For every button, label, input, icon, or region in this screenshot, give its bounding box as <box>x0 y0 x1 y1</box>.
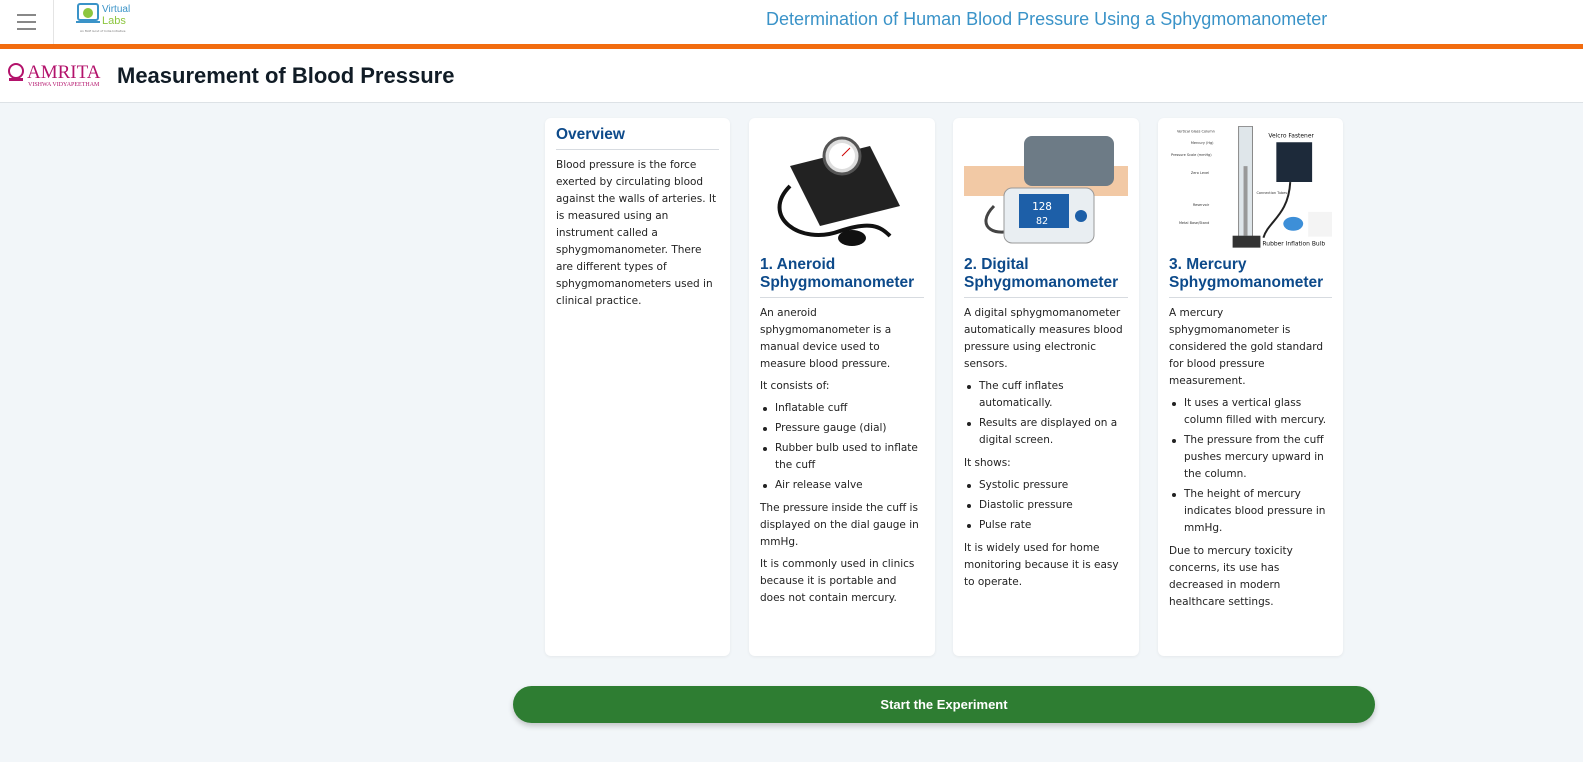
aneroid-p2: The pressure inside the cuff is displayed on the dial gauge in mmHg. <box>760 502 919 548</box>
overview-card <box>545 118 730 656</box>
aneroid-card <box>749 118 935 656</box>
digital-heading: 2. Digital Sphygmomanometer <box>964 256 1128 298</box>
svg-text:Vertical Glass Column: Vertical Glass Column <box>1176 129 1215 134</box>
start-experiment-button[interactable]: Start the Experiment <box>513 686 1375 723</box>
mercury-p2: Due to mercury toxicity concerns, its use has decreased in modern healthcare settings. <box>1169 545 1293 608</box>
aneroid-p3: It is commonly used in clinics because it is portable and does not contain mercury. <box>760 558 915 604</box>
svg-text:Metal Base/Stand: Metal Base/Stand <box>1178 220 1210 225</box>
title-bar: AMRITA VISHWA VIDYAPEETHAM Measurement of Blood Pressure <box>0 49 1583 103</box>
aneroid-heading: 1. Aneroid Sphygmomanometer <box>760 256 924 298</box>
list-item: Rubber bulb used to inflate the cuff <box>760 440 924 474</box>
mercury-intro: A mercury sphygmomanometer is considered the gold standard for blood pressure measurement. <box>1169 307 1324 387</box>
digital-shows-list <box>964 477 1128 534</box>
overview-heading: Overview <box>556 126 719 150</box>
list-item: Air release valve <box>760 477 924 494</box>
digital-sphygmomanometer-image <box>964 126 1128 248</box>
list-item: Results are displayed on a digital screen. <box>964 415 1128 449</box>
svg-text:128: 128 <box>1032 200 1052 213</box>
digital-p2: It is widely used for home monitoring because it is easy to operate. <box>964 542 1119 588</box>
list-item: The pressure from the cuff pushes mercury upward in the column. <box>1169 432 1332 483</box>
svg-text:An MoE Govt of India Initiativ: An MoE Govt of India Initiative <box>80 29 126 33</box>
digital-list <box>964 378 1128 449</box>
svg-text:82: 82 <box>1036 216 1049 227</box>
list-item: Diastolic pressure <box>964 497 1128 514</box>
aneroid-list <box>760 400 924 494</box>
hamburger-menu-icon[interactable] <box>0 0 54 44</box>
svg-text:Reservoir: Reservoir <box>1192 202 1210 207</box>
svg-text:Pressure Scale (mmHg): Pressure Scale (mmHg) <box>1170 153 1212 158</box>
top-header <box>0 0 1583 44</box>
svg-text:Virtual: Virtual <box>102 4 131 15</box>
list-item: Pulse rate <box>964 517 1128 534</box>
list-item: Inflatable cuff <box>760 400 924 417</box>
mercury-list <box>1169 395 1332 537</box>
list-item: Systolic pressure <box>964 477 1128 494</box>
list-item: The cuff inflates automatically. <box>964 378 1128 412</box>
svg-text:Zero Level: Zero Level <box>1190 171 1210 176</box>
svg-text:Connection Tubes: Connection Tubes <box>1256 190 1288 195</box>
aneroid-intro: An aneroid sphygmomanometer is a manual device used to measure blood pressure. <box>760 307 892 370</box>
list-item: The height of mercury indicates blood pressure in mmHg. <box>1169 486 1332 537</box>
list-item: It uses a vertical glass column filled with mercury. <box>1169 395 1332 429</box>
rubber-inflation-bulb-label: Rubber Inflation Bulb <box>1262 240 1326 248</box>
svg-text:Mercury (Hg): Mercury (Hg) <box>1190 141 1214 146</box>
digital-intro: A digital sphygmomanometer automatically measures blood pressure using electronic sensors. <box>964 307 1123 370</box>
experiment-title: Determination of Human Blood Pressure Using a Sphygmomanometer <box>766 9 1328 29</box>
aneroid-sub: It consists of: <box>760 380 830 392</box>
virtual-labs-logo[interactable] <box>76 0 146 36</box>
mercury-card <box>1158 118 1343 656</box>
velcro-fastener-label: Velcro Fastener <box>1268 132 1314 140</box>
page-title: Measurement of Blood Pressure <box>117 63 455 88</box>
digital-sub: It shows: <box>964 457 1011 469</box>
digital-card <box>953 118 1139 656</box>
mercury-heading: 3. Mercury Sphygmomanometer <box>1169 256 1332 298</box>
aneroid-sphygmomanometer-image <box>760 126 924 248</box>
mercury-sphygmomanometer-image <box>1169 126 1332 248</box>
svg-text:Labs: Labs <box>102 15 126 27</box>
list-item: Pressure gauge (dial) <box>760 420 924 437</box>
overview-text: Blood pressure is the force exerted by circulating blood against the walls of arteries. It is measured using an instrument called a sphygmomanometer. There are different types of sphygmomanometers used in clinical practice. <box>556 159 717 307</box>
